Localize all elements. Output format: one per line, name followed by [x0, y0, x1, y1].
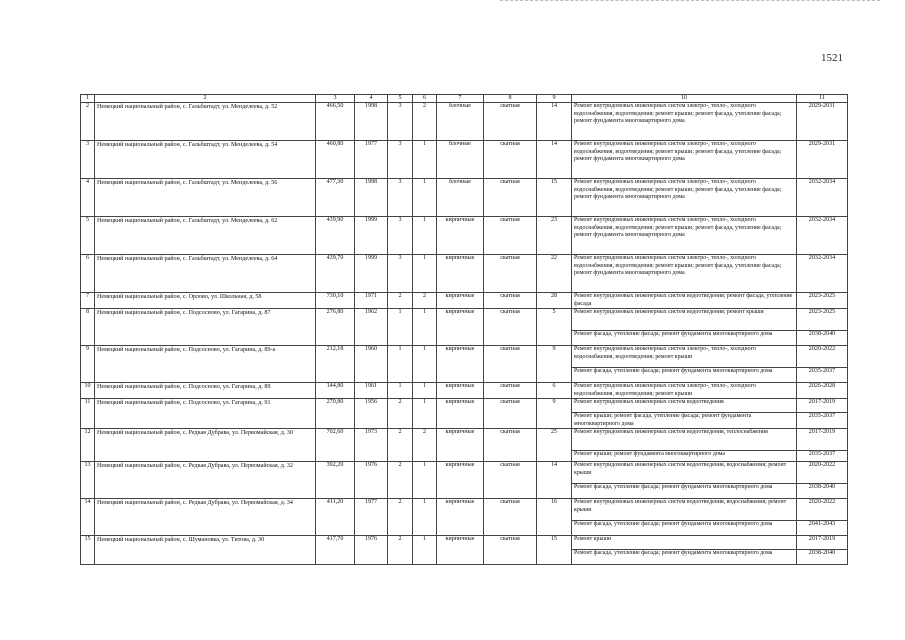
apartments-cell: 14: [537, 103, 572, 141]
entrances-cell: 1: [413, 383, 437, 399]
year-cell: 1971: [355, 293, 388, 309]
period-cell: 2035-2037: [797, 451, 848, 462]
walls-cell: кирпичные: [437, 499, 484, 536]
works-cell: Ремонт крыши: [572, 536, 797, 550]
row-number: 10: [81, 383, 95, 399]
roof-cell: скатная: [484, 383, 537, 399]
table-row: [81, 309, 848, 331]
column-header: 11: [797, 95, 848, 103]
apartments-cell: 9: [537, 399, 572, 429]
walls-cell: кирпичные: [437, 536, 484, 565]
period-cell: 2038-2040: [797, 331, 848, 346]
column-header: 6: [413, 95, 437, 103]
period-cell: 2020-2022: [797, 346, 848, 368]
address-cell: Немецкий национальный район, с. Гальбштадт, ул. Менделеева, д. 62: [95, 217, 316, 255]
entrances-cell: 1: [413, 141, 437, 179]
works-cell: Ремонт внутридомовых инженерных систем водоотведения; ремонт крыши: [572, 309, 797, 331]
roof-cell: скатная: [484, 179, 537, 217]
year-cell: 1961: [355, 383, 388, 399]
table-row: [81, 141, 848, 179]
area-cell: 276,80: [316, 309, 355, 346]
table-row: [81, 499, 848, 521]
roof-cell: скатная: [484, 429, 537, 462]
period-cell: 2020-2022: [797, 499, 848, 521]
floors-cell: 3: [388, 179, 413, 217]
row-number: 5: [81, 217, 95, 255]
period-cell: 2032-2034: [797, 179, 848, 217]
roof-cell: скатная: [484, 293, 537, 309]
entrances-cell: 1: [413, 499, 437, 536]
year-cell: 1999: [355, 255, 388, 293]
address-cell: Немецкий национальный район, с. Редкая Дубрава, ул. Первомайская, д. 34: [95, 499, 316, 536]
table-row: [81, 399, 848, 413]
year-cell: 1977: [355, 141, 388, 179]
entrances-cell: 1: [413, 399, 437, 429]
floors-cell: 3: [388, 255, 413, 293]
works-cell: Ремонт внутридомовых инженерных систем электро-, тепло-, холодного водоснабжения, водоотведения; ремонт крыши: [572, 346, 797, 368]
row-number: 8: [81, 309, 95, 346]
address-cell: Немецкий национальный район, с. Редкая Дубрава, ул. Первомайская, д. 32: [95, 462, 316, 499]
column-header: 5: [388, 95, 413, 103]
column-number-row: [81, 95, 848, 103]
area-cell: 439,70: [316, 255, 355, 293]
row-number: 13: [81, 462, 95, 499]
floors-cell: 1: [388, 383, 413, 399]
year-cell: 1973: [355, 429, 388, 462]
housing-repair-table: [80, 94, 848, 565]
walls-cell: кирпичные: [437, 255, 484, 293]
year-cell: 1960: [355, 346, 388, 383]
period-cell: 2023-2025: [797, 293, 848, 309]
table-row: [81, 293, 848, 309]
floors-cell: 2: [388, 536, 413, 565]
apartments-cell: 14: [537, 141, 572, 179]
walls-cell: кирпичные: [437, 383, 484, 399]
scan-top-marks: [500, 0, 880, 4]
walls-cell: кирпичные: [437, 293, 484, 309]
year-cell: 1956: [355, 399, 388, 429]
year-cell: 1999: [355, 217, 388, 255]
works-cell: Ремонт внутридомовых инженерных систем водоотведения, водоснабжения; ремонт крыши: [572, 462, 797, 484]
address-cell: Немецкий национальный район, с. Шумановка, ул. Титова, д. 30: [95, 536, 316, 565]
works-cell: Ремонт внутридомовых инженерных систем водоотведения, теплоснабжения: [572, 429, 797, 451]
row-number: 9: [81, 346, 95, 383]
year-cell: 1977: [355, 499, 388, 536]
entrances-cell: 2: [413, 103, 437, 141]
period-cell: 2038-2040: [797, 550, 848, 565]
address-cell: Немецкий национальный район, с. Гальбштадт, ул. Менделеева, д. 54: [95, 141, 316, 179]
entrances-cell: 1: [413, 255, 437, 293]
table-row: [81, 429, 848, 451]
address-cell: Немецкий национальный район, с. Гальбштадт, ул. Менделеева, д. 64: [95, 255, 316, 293]
area-cell: 477,30: [316, 179, 355, 217]
area-cell: 212,18: [316, 346, 355, 383]
period-cell: 2032-2034: [797, 255, 848, 293]
apartments-cell: 14: [537, 462, 572, 499]
walls-cell: кирпичные: [437, 462, 484, 499]
column-header: 1: [81, 95, 95, 103]
apartments-cell: 9: [537, 346, 572, 383]
works-cell: Ремонт внутридомовых инженерных систем водоотведения, водоснабжения; ремонт крыши: [572, 499, 797, 521]
period-cell: 2041-2043: [797, 521, 848, 536]
page-number: 1521: [821, 52, 843, 64]
column-header: 7: [437, 95, 484, 103]
period-cell: 2017-2019: [797, 399, 848, 413]
works-cell: Ремонт внутридомовых инженерных систем электро-, тепло-, холодного водоснабжения, водоотведения; ремонт крыши; ремонт фасада, утепление фасада; ремонт фундамента многоквартирного дома: [572, 217, 797, 255]
table-row: [81, 462, 848, 484]
year-cell: 1976: [355, 536, 388, 565]
area-cell: 417,70: [316, 536, 355, 565]
roof-cell: скатная: [484, 536, 537, 565]
apartments-cell: 15: [537, 179, 572, 217]
entrances-cell: 1: [413, 536, 437, 565]
roof-cell: скатная: [484, 309, 537, 346]
apartments-cell: 6: [537, 383, 572, 399]
works-cell: Ремонт крыши; ремонт фундамента многоквартирного дома: [572, 451, 797, 462]
area-cell: 144,80: [316, 383, 355, 399]
address-cell: Немецкий национальный район, с. Редкая Дубрава, ул. Первомайская, д. 30: [95, 429, 316, 462]
apartments-cell: 15: [537, 536, 572, 565]
entrances-cell: 1: [413, 217, 437, 255]
roof-cell: скатная: [484, 499, 537, 536]
period-cell: 2017-2019: [797, 536, 848, 550]
apartments-cell: 5: [537, 309, 572, 346]
column-header: 10: [572, 95, 797, 103]
row-number: 2: [81, 103, 95, 141]
walls-cell: кирпичные: [437, 217, 484, 255]
apartments-cell: 16: [537, 499, 572, 536]
floors-cell: 2: [388, 399, 413, 429]
walls-cell: кирпичные: [437, 346, 484, 383]
area-cell: 702,60: [316, 429, 355, 462]
roof-cell: скатная: [484, 217, 537, 255]
floors-cell: 2: [388, 429, 413, 462]
row-number: 7: [81, 293, 95, 309]
floors-cell: 2: [388, 293, 413, 309]
entrances-cell: 1: [413, 346, 437, 383]
period-cell: 2038-2040: [797, 484, 848, 499]
period-cell: 2017-2019: [797, 429, 848, 451]
area-cell: 270,80: [316, 399, 355, 429]
works-cell: Ремонт фасада, утепление фасада; ремонт фундамента многоквартирного дома: [572, 368, 797, 383]
address-cell: Немецкий национальный район, с. Подсосново, ул. Гагарина, д. 89: [95, 383, 316, 399]
apartments-cell: 25: [537, 429, 572, 462]
period-cell: 2035-2037: [797, 413, 848, 429]
works-cell: Ремонт внутридомовых инженерных систем водоотведения; ремонт фасада, утепление фасада: [572, 293, 797, 309]
table-row: [81, 255, 848, 293]
roof-cell: скатная: [484, 346, 537, 383]
address-cell: Немецкий национальный район, с. Подсосново, ул. Гагарина, д. 89-а: [95, 346, 316, 383]
entrances-cell: 2: [413, 429, 437, 462]
roof-cell: скатная: [484, 141, 537, 179]
row-number: 6: [81, 255, 95, 293]
address-cell: Немецкий национальный район, с. Гальбштадт, ул. Менделеева, д. 56: [95, 179, 316, 217]
entrances-cell: 1: [413, 179, 437, 217]
year-cell: 1962: [355, 309, 388, 346]
address-cell: Немецкий национальный район, с. Орлово, ул. Школьная, д. 58: [95, 293, 316, 309]
works-cell: Ремонт внутридомовых инженерных систем электро-, тепло-, холодного водоснабжения, водоотведения; ремонт крыши; ремонт фасада, утепление фасада; ремонт фундамента многоквартирного дома: [572, 255, 797, 293]
entrances-cell: 1: [413, 462, 437, 499]
column-header: 9: [537, 95, 572, 103]
works-cell: Ремонт внутридомовых инженерных систем электро-, тепло-, холодного водоснабжения, водоотведения; ремонт крыши: [572, 383, 797, 399]
area-cell: 466,50: [316, 103, 355, 141]
period-cell: 2035-2037: [797, 368, 848, 383]
roof-cell: скатная: [484, 462, 537, 499]
address-cell: Немецкий национальный район, с. Подсосново, ул. Гагарина, д. 91: [95, 399, 316, 429]
row-number: 14: [81, 499, 95, 536]
roof-cell: скатная: [484, 103, 537, 141]
period-cell: 2029-2031: [797, 103, 848, 141]
year-cell: 1998: [355, 179, 388, 217]
table-row: [81, 179, 848, 217]
floors-cell: 3: [388, 141, 413, 179]
entrances-cell: 1: [413, 309, 437, 346]
table-body: [81, 95, 848, 565]
address-cell: Немецкий национальный район, с. Гальбштадт, ул. Менделеева, д. 52: [95, 103, 316, 141]
entrances-cell: 2: [413, 293, 437, 309]
walls-cell: блочные: [437, 103, 484, 141]
works-cell: Ремонт фасада, утепление фасада; ремонт фундамента многоквартирного дома: [572, 484, 797, 499]
column-header: 3: [316, 95, 355, 103]
period-cell: 2023-2025: [797, 309, 848, 331]
floors-cell: 1: [388, 346, 413, 383]
floors-cell: 3: [388, 217, 413, 255]
column-header: 2: [95, 95, 316, 103]
period-cell: 2029-2031: [797, 141, 848, 179]
row-number: 12: [81, 429, 95, 462]
walls-cell: кирпичные: [437, 309, 484, 346]
works-cell: Ремонт крыши; ремонт фасада, утепление фасада; ремонт фундамента многоквартирного дома: [572, 413, 797, 429]
works-cell: Ремонт внутридомовых инженерных систем водоотведения: [572, 399, 797, 413]
year-cell: 1976: [355, 462, 388, 499]
works-cell: Ремонт внутридомовых инженерных систем электро-, тепло-, холодного водоснабжения, водоотведения; ремонт крыши; ремонт фасада, утепление фасада; ремонт фундамента многоквартирного дома: [572, 179, 797, 217]
area-cell: 392,20: [316, 462, 355, 499]
address-cell: Немецкий национальный район, с. Подсосново, ул. Гагарина, д. 87: [95, 309, 316, 346]
roof-cell: скатная: [484, 399, 537, 429]
row-number: 3: [81, 141, 95, 179]
table-row: [81, 346, 848, 368]
area-cell: 439,90: [316, 217, 355, 255]
works-cell: Ремонт фасада, утепление фасада; ремонт фундамента многоквартирного дома: [572, 550, 797, 565]
roof-cell: скатная: [484, 255, 537, 293]
walls-cell: кирпичные: [437, 429, 484, 462]
column-header: 4: [355, 95, 388, 103]
area-cell: 411,20: [316, 499, 355, 536]
year-cell: 1998: [355, 103, 388, 141]
works-cell: Ремонт фасада, утепление фасада; ремонт фундамента многоквартирного дома: [572, 331, 797, 346]
apartments-cell: 22: [537, 255, 572, 293]
period-cell: 2020-2022: [797, 462, 848, 484]
works-cell: Ремонт внутридомовых инженерных систем электро-, тепло-, холодного водоснабжения, водоотведения; ремонт крыши; ремонт фасада, утепление фасада; ремонт фундамента многоквартирного дома: [572, 103, 797, 141]
walls-cell: кирпичные: [437, 399, 484, 429]
floors-cell: 2: [388, 462, 413, 499]
walls-cell: блочные: [437, 141, 484, 179]
table-row: [81, 383, 848, 399]
floors-cell: 2: [388, 499, 413, 536]
row-number: 11: [81, 399, 95, 429]
table-row: [81, 536, 848, 550]
period-cell: 2026-2028: [797, 383, 848, 399]
works-cell: Ремонт внутридомовых инженерных систем электро-, тепло-, холодного водоснабжения, водоотведения; ремонт крыши; ремонт фасада, утепление фасада; ремонт фундамента многоквартирного дома: [572, 141, 797, 179]
period-cell: 2032-2034: [797, 217, 848, 255]
floors-cell: 3: [388, 103, 413, 141]
table-row: [81, 217, 848, 255]
row-number: 15: [81, 536, 95, 565]
area-cell: 460,80: [316, 141, 355, 179]
apartments-cell: 23: [537, 217, 572, 255]
area-cell: 730,10: [316, 293, 355, 309]
works-cell: Ремонт фасада, утепление фасада; ремонт фундамента многоквартирного дома: [572, 521, 797, 536]
row-number: 4: [81, 179, 95, 217]
table-row: [81, 103, 848, 141]
walls-cell: блочные: [437, 179, 484, 217]
floors-cell: 1: [388, 309, 413, 346]
apartments-cell: 28: [537, 293, 572, 309]
column-header: 8: [484, 95, 537, 103]
